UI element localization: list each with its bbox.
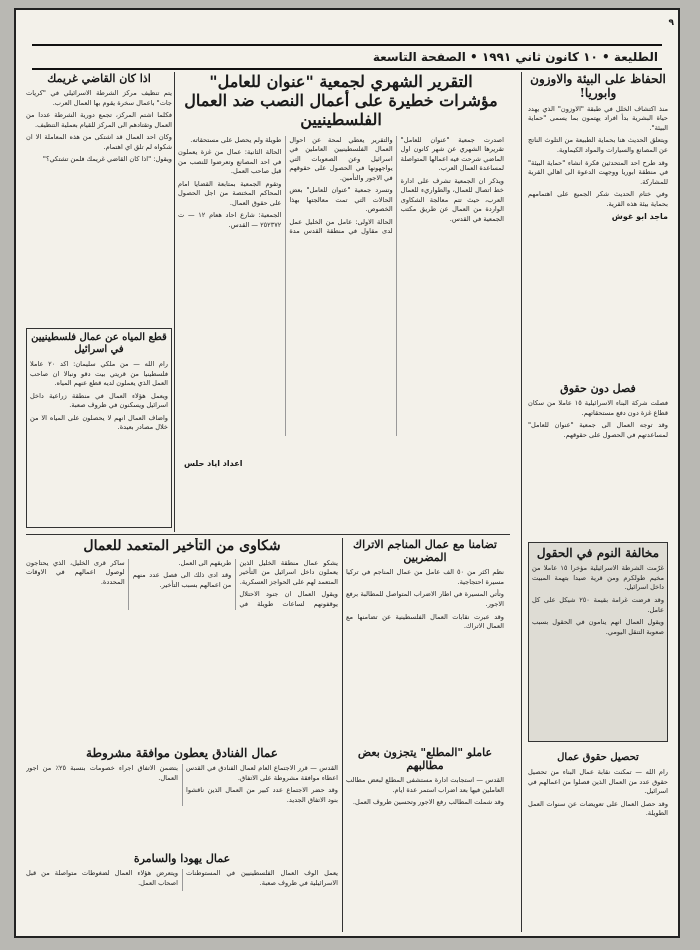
matla-p1: القدس — استجابت ادارة مستشفى المطلع لبعض مطالب العاملين فيها بعد اضراب استمر عدة ايام.	[346, 776, 504, 794]
qadi-p1: يتم تنظيف مركز الشرطة الاسرائيلي في "كريات جات" باعمال سخرة يقوم بها العمال العرب.	[26, 89, 172, 107]
water-article	[26, 328, 172, 528]
matla-p2: وقد شملت المطالب رفع الاجور وتحسين ظروف العمل.	[352, 798, 504, 807]
qadi-p4: ويقول: "اذا كان القاضي غريمك فلمن تشتكي؟"	[42, 155, 172, 164]
lead-p5: الحالة الاولى: عامل من الخليل عمل لدى مقاول في منطقة القدس مدة طويلة ولم يحصل على مستحقاته.	[190, 135, 393, 236]
lead-p4: وتسرد جمعية "عنوان للعامل" بعض الحالات التي تمت معالجتها بهذا الخصوص.	[289, 186, 393, 214]
hotels-body	[26, 764, 338, 805]
rights-p2: وقد توجه العمال الى جمعية "عنوان للعامل" لمساعدتهم في الحصول على حقوقهم.	[528, 421, 668, 439]
lead-p6: الحالة الثانية: عمال من غزة يعملون في احد المصانع وتعرضوا للنصب من قبل صاحب العمل.	[178, 148, 282, 176]
row-rule-mid	[26, 534, 510, 535]
delay-p1: يشكو عمال منطقة الخليل الذين يعملون داخل اسرائيل من التأخير المتعمد لهم على الحواجز العسكرية.	[239, 558, 338, 586]
delay-body	[26, 559, 338, 610]
qadi-title: اذا كان القاضي غريمك	[47, 72, 151, 85]
safety-title: مخالفة النوم في الحقول	[536, 546, 660, 560]
page-header	[32, 44, 662, 70]
collect-p1: رام الله — تمكنت نقابة عمال البناء من تحصيل حقوق عدد من العمال الذين فصلوا من اعمالهم في اسرائيل.	[528, 768, 668, 796]
page-marker: ٩	[668, 18, 674, 28]
safety-p1: غرّمت الشرطة الاسرائيلية مؤخرا ١٥ عاملا من مخيم طولكرم ومن قرية صيدا بتهمة المبيت داخل اسرائيل.	[532, 564, 664, 592]
safety-p2: وقد فرضت غرامة بقيمة ٢٥٠ شيكل على كل عامل.	[532, 596, 665, 614]
matla-article	[346, 746, 504, 932]
delay-p4: ساكر قرى الخليل، الذي يحتاجون لوصول اعمالهم في الاوقات المحددة.	[26, 558, 125, 586]
iraq-p2: وتأتي المسيرة في اطار الاضراب المتواصل للمطالبة برفع الاجور.	[346, 590, 504, 609]
water-p3: واضاف العمال انهم لا يحصلون على المياه الا من خلال مصادر بعيدة.	[30, 413, 168, 432]
rights-title: فصل دون حقوق	[560, 382, 636, 395]
environment-p1: منذ اكتشاف الخلل في طبقة "الاوزون" الذي يهدد حياة البشرية بدأ افراد يهتمون بما يسمى "حماية البيئة".	[528, 104, 668, 132]
lead-p3: والتقرير يعطي لمحة عن احوال العمال الفلسطينيين العاملين في اسرائيل وعن الصعوبات التي يواجهونها في الحصول على حقوقهم في الاجور والتأمين.	[289, 135, 393, 182]
environment-p2: ويتعلق الحديث هنا بحماية الطبيعة من التلوث الناتج عن المصانع والسيارات والمواد الكيماوية.	[528, 136, 668, 154]
delay-title: شكاوى من التأخير المتعمد للعمال	[83, 538, 281, 554]
iraq-article	[346, 538, 504, 738]
qadi-p2: فكلما اشتم المركز، تجمع دورية الشرطة عددا من العمال وتقتادهم الى المركز للقيام بعملية التنظيف.	[26, 111, 172, 129]
newspaper-page	[14, 8, 680, 938]
water-p2: ويعمل هؤلاء العمال في منطقة زراعية داخل اسرائيل ويسكنون في ظروف صعبة.	[30, 391, 168, 410]
lead-body	[178, 136, 504, 436]
safety-article	[528, 542, 668, 742]
delay-p2: ويقول العمال ان جنود الاحتلال يوقفونهم لساعات طويلة في طريقهم الى العمل.	[178, 558, 338, 608]
header-line: الطليعة • ١٠ كانون ثاني ١٩٩١ • الصفحة التاسعة	[372, 50, 658, 64]
environment-byline: ماجد ابو غوش	[611, 212, 668, 222]
rights-p1: فصلت شركة البناء الاسرائيلية ١٥ عاملا من سكان قطاع غزة دون دفع مستحقاتهم.	[528, 399, 668, 417]
delay-article	[26, 538, 338, 738]
iraq-p1: نظم اكثر من ٥٠ الف عامل من عمال المناجم في تركيا مسيرة احتجاجية.	[346, 568, 504, 586]
delay-p3: وقد ادى ذلك الى فصل عدد منهم من اعمالهم بسبب التأخير.	[132, 571, 232, 589]
collect-title: تحصيل حقوق عمال	[557, 752, 639, 763]
jews-p1: يعمل الوف العمال الفلسطينيين في المستوطنات الاسرائيلية في ظروف صعبة.	[186, 869, 338, 887]
column-rule-right	[521, 72, 522, 932]
collect-p2: وقد حصل العمال على تعويضات عن سنوات العمل الطويلة.	[528, 799, 668, 818]
environment-article	[528, 72, 668, 372]
environment-p3: وقد طرح احد المتحدثين فكرة انشاء "حماية البيئة" في منطقة ابوريا ووجهت الدعوة الى اهالي القرية للمشاركة.	[528, 158, 668, 186]
matla-title: عاملو "المطلع" يتجزون بعض مطالبهم	[357, 746, 493, 773]
lead-p7: وتقوم الجمعية بمتابعة القضايا امام المحاكم المختصة من اجل الحصول على حقوق العمال.	[178, 179, 282, 207]
hotels-p3: بتضمن الاتفاق اجراء خصومات بنسبة ٢٥٪ من اجور العمال.	[26, 764, 178, 782]
column-rule-bottom	[342, 538, 343, 932]
lead-byline: اعداد اياد حلس	[184, 459, 243, 468]
environment-p4: وفي ختام الحديث شكر الجميع على اهتمامهم بحماية بيئة هذه القرية.	[528, 190, 668, 208]
hotels-p2: وقد حضر الاجتماع عدد كبير من العمال الذين ناقشوا بنود الاتفاق الجديد.	[186, 786, 338, 805]
hotels-article	[26, 746, 338, 846]
hotels-title: عمال الفنادق يعطون موافقة مشروطة	[86, 746, 278, 760]
collect-article	[528, 752, 668, 932]
qadi-article	[26, 72, 172, 322]
lead-p8: الجمعية: شارع احاد هعام ١٢ — ت ٢٥٢٣٧٢ — القدس.	[178, 211, 282, 229]
environment-title: الحفاظ على البيئة والاوزون وابوريا!	[530, 72, 666, 101]
lead-title: التقرير الشهري لجمعية "عنوان للعامل" مؤشرات خطيرة على أعمال النصب ضد العمال الفلسطينيين	[184, 72, 498, 130]
qadi-p3: وكان احد العمال قد اشتكى من هذه المعاملة الا ان شكواه لم تلق اي اهتمام.	[26, 133, 172, 151]
iraq-p3: وقد عبرت نقابات العمال الفلسطينية عن تضامنها مع العمال الاتراك.	[346, 612, 504, 631]
safety-p3: ويقول العمال انهم ينامون في الحقول بسبب صعوبة التنقل اليومي.	[532, 618, 664, 636]
column-rule-left	[174, 72, 175, 532]
jews-p2: ويتعرض هؤلاء العمال لضغوطات متواصلة من قبل اصحاب العمل.	[26, 869, 178, 887]
water-p1: رام الله — من ملكي سليمان: اكد ٢٠ عاملا فلسطينيا من قريتي بيت دقو ونبالا ان صاحب العمل الذي يعملون لديه قطع عنهم المياه.	[30, 360, 168, 388]
jews-title: عمال يهودا والسامرة	[133, 852, 231, 865]
iraq-title: تضامنا مع عمال المناجم الاتراك المضربين	[353, 538, 497, 565]
jews-body	[26, 869, 338, 891]
lead-p1: اصدرت جمعية "عنوان للعامل" تقريرها الشهري عن شهر كانون اول الماضي شرحت فيه اعمالها المتواصلة لمساعدة العمال العرب.	[400, 135, 504, 173]
lead-p2: ويذكر ان الجمعية تشرف على ادارة خط اتصال للعمال، والطواريء للعمال العرب، حيث تتم معالجة الشكاوى الواردة من العمال عن طريق مكتب الجمعية في القدس.	[400, 176, 504, 223]
hotels-p1: القدس — قرر الاجتماع العام لعمال الفنادق في القدس اعطاء موافقة مشروطة على الاتفاق.	[186, 764, 338, 782]
lead-article	[178, 72, 504, 472]
water-title: قطع المياه عن عمال فلسطينيين في اسرائيل	[31, 332, 167, 355]
rights-article	[528, 382, 668, 532]
jews-article	[26, 852, 338, 932]
